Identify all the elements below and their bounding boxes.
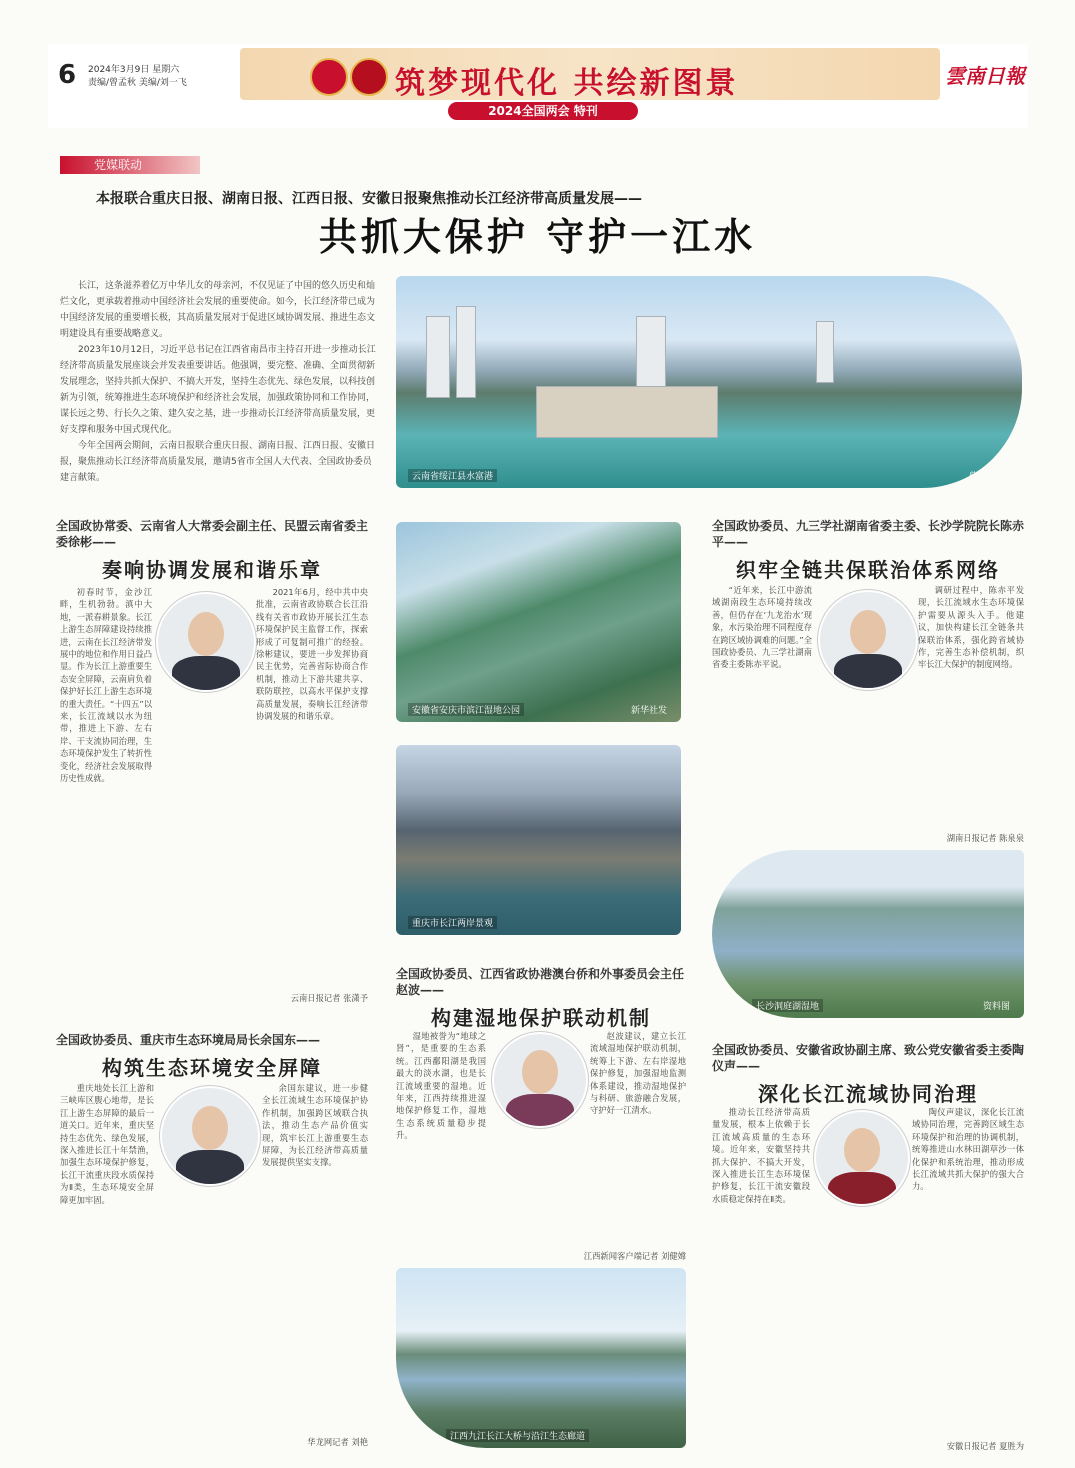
suit-shape xyxy=(506,1094,574,1128)
article-column xyxy=(60,586,152,1006)
article-column xyxy=(912,1106,1024,1432)
building-shape xyxy=(456,306,476,398)
article-yu xyxy=(56,1032,368,1081)
lead-kicker: 本报联合重庆日报、湖南日报、江西日报、安徽日报聚焦推动长江经济带高质量发展—— xyxy=(96,191,642,207)
paper-logo: 雲南日報 xyxy=(945,64,1025,88)
special-issue-badge: 2024全国两会 特刊 xyxy=(448,102,638,120)
face-shape xyxy=(192,1106,228,1150)
article-title: 构筑生态环境安全屏障 xyxy=(102,1056,322,1080)
article-title: 织牢全链共保联治体系网络 xyxy=(736,558,1000,582)
national-emblem-icon xyxy=(310,58,348,96)
article-kicker: 全国政协委员、重庆市生态环境局局长余国东—— xyxy=(56,1033,321,1047)
portrait-yu xyxy=(160,1086,260,1186)
article-byline: 湖南日报记者 陈泉泉 xyxy=(946,833,1024,843)
article-column xyxy=(918,584,1024,834)
article-byline: 云南日报记者 张潇予 xyxy=(290,993,368,1003)
article-text: 余国东建议，进一步健全长江流域生态环境保护协作机制，加强跨区域联合执法，推动生态产品价值实现，筑牢长江上游重要生态屏障，为长江经济带高质量发展提供坚实支撑。 xyxy=(262,1083,368,1168)
photo-credit: 资料图 xyxy=(982,1002,1010,1012)
intro-paragraph: 长江，这条滋养着亿万中华儿女的母亲河，不仅见证了中国的悠久历史和灿烂文化，更承载着推动中国经济社会发展的重要使命。如今，长江经济带已成为中国经济发展的重要增长极，其高质量发展对于促进区域协调发展、推进生态文明建设具有重要战略意义。 xyxy=(60,281,376,339)
intro-paragraph: 今年全国两会期间，云南日报联合重庆日报、湖南日报、江西日报、安徽日报，聚焦推动长江经济带高质量发展，邀请5省市全国人大代表、全国政协委员建言献策。 xyxy=(60,441,376,483)
portrait-tao xyxy=(814,1110,910,1206)
hero-caption: 云南省绥江县水富港 xyxy=(408,469,497,482)
article-title: 构建湿地保护联动机制 xyxy=(431,1006,651,1030)
port-structure xyxy=(536,386,718,438)
article-text: 陶仪声建议，深化长江流域协同治理，完善跨区域生态环境保护和治理的协调机制，统筹推进山水林田湖草沙一体化保护和系统治理，推动形成长江流域共抓大保护的强大合力。 xyxy=(912,1107,1024,1192)
article-zhao xyxy=(396,966,686,1031)
suit-shape xyxy=(172,656,240,692)
article-column xyxy=(712,584,812,834)
article-text: 调研过程中，陈赤平发现，长江流域水生态环境保护需要从源头入手。他建议，加快构建长江全链条共保联治体系，强化跨省域协作，完善生态补偿机制，织牢长江大保护的制度网络。 xyxy=(918,585,1024,670)
article-text: “近年来，长江中游流域湖南段生态环境持续改善，但仍存在‘九龙治水’现象，水污染治理不同程度存在跨区域协调难的问题。”全国政协委员、九三学社湖南省委主委陈赤平说。 xyxy=(712,585,812,670)
article-text: 2021年6月，经中共中央批准，云南省政协联合长江沿线有关省市政协开展长江生态环境保护民主监督工作，探索形成了可复制可推广的经验。徐彬建议，要进一步发挥协商民主优势，完善省际协商合作机制，推动上下游共建共享、联防联控，以高水平保护支撑高质量发展，奏响长江经济带协调发展的和谐乐章。 xyxy=(256,587,368,722)
section-tag: 党媒联动 xyxy=(60,156,200,174)
article-column xyxy=(256,586,368,990)
article-byline: 安徽日报记者 夏胜为 xyxy=(946,1441,1024,1451)
article-kicker: 全国政协委员、安徽省政协副主席、致公党安徽省委主委陶仪声—— xyxy=(712,1043,1025,1073)
article-chen xyxy=(712,518,1024,583)
issue-date xyxy=(88,64,198,90)
portrait-chen xyxy=(818,590,918,690)
article-tao xyxy=(712,1042,1024,1107)
building-shape xyxy=(426,316,450,398)
editor-text: 责编/曾孟秋 美编/刘一飞 xyxy=(88,78,187,88)
page-headline: 共抓大保护 守护一江水 xyxy=(318,215,757,259)
hero-photo xyxy=(396,276,1022,488)
masthead-slogan: 筑梦现代化 共绘新图景 xyxy=(395,66,739,101)
article-kicker: 全国政协常委、云南省人大常委会副主任、民盟云南省委主委徐彬—— xyxy=(56,519,369,549)
face-shape xyxy=(188,612,224,656)
lead-intro xyxy=(60,278,378,486)
photo-caption: 长沙洞庭湖湿地 xyxy=(752,999,823,1012)
city-photo xyxy=(396,745,681,935)
article-column xyxy=(396,1030,486,1260)
photo-caption: 江西九江长江大桥与沿江生态廊道 xyxy=(446,1429,589,1442)
hero-credit: 柴毅峰 摄 xyxy=(969,472,1008,482)
article-title: 深化长江流域协同治理 xyxy=(758,1082,978,1106)
article-text: 初春时节，金沙江畔，生机勃勃。滇中大地，一派春耕景象。长江上游生态屏障建设持续推进，云南在长江经济带发展中的地位和作用日益凸显。作为长江上游重要生态安全屏障，云南肩负着保护好长江上游生态环境的重大责任。“十四五”以来，长江流域以水为纽带，推进上下游、左右岸、干支流协同治理，生态环境保护发生了转折性变化，经济社会发展取得历史性成就。 xyxy=(60,587,152,784)
article-text: 推动长江经济带高质量发展，根本上依赖于长江流域高质量的生态环境。近年来，安徽坚持共抓大保护、不搞大开发，深入推进长江生态环境保护修复，长江干流安徽段水质稳定保持在Ⅱ类。 xyxy=(712,1107,810,1204)
article-kicker: 全国政协委员、九三学社湖南省委主委、长沙学院院长陈赤平—— xyxy=(712,519,1025,549)
photo-credit: 新华社发 xyxy=(630,706,667,716)
photo-caption: 重庆市长江两岸景观 xyxy=(408,916,497,929)
bridge-photo xyxy=(396,1268,686,1448)
face-shape xyxy=(522,1050,558,1094)
suit-shape xyxy=(176,1150,244,1186)
wetland-photo xyxy=(396,522,681,722)
intro-paragraph: 2023年10月12日，习近平总书记在江西省南昌市主持召开进一步推动长江经济带高质量发展座谈会并发表重要讲话。他强调，要完整、准确、全面贯彻新发展理念，坚持共抓大保护、不搞大开发，坚持生态优先、绿色发展，以科技创新为引领，统筹推进生态环境保护和经济社会发展，加强政策协同和工作协同，谋长远之势、行长久之策、建久安之基，进一步推动长江经济带高质量发展，更好支撑和服务中国式现代化。 xyxy=(60,345,376,435)
article-text: 重庆地处长江上游和三峡库区腹心地带，是长江上游生态屏障的最后一道关口。近年来，重庆坚持生态优先、绿色发展，深入推进长江十年禁渔，加强生态环境保护修复，长江干流重庆段水质保持为Ⅱ类，生态环境安全屏障更加牢固。 xyxy=(60,1083,154,1205)
cppcc-emblem-icon xyxy=(350,58,388,96)
portrait-zhao xyxy=(492,1032,588,1128)
suit-shape xyxy=(828,1172,896,1206)
page-number: 6 xyxy=(58,60,77,90)
face-shape xyxy=(844,1128,880,1172)
lake-photo xyxy=(712,850,1024,1018)
article-title: 奏响协调发展和谐乐章 xyxy=(102,558,322,582)
suit-shape xyxy=(834,654,902,690)
portrait-xu xyxy=(156,592,256,692)
article-byline: 华龙网记者 刘艳 xyxy=(307,1437,368,1447)
article-column xyxy=(60,1082,154,1448)
article-column xyxy=(590,1030,686,1250)
face-shape xyxy=(850,610,886,654)
building-shape xyxy=(816,321,834,383)
photo-caption: 安徽省安庆市滨江湿地公园 xyxy=(408,703,524,716)
article-byline: 江西新闻客户端记者 刘健嫦 xyxy=(583,1251,686,1261)
article-xu xyxy=(56,518,368,583)
article-text: 赵波建议，建立长江流域湿地保护联动机制，统筹上下游、左右岸湿地保护修复，加强湿地监测体系建设，推动湿地保护与科研、旅游融合发展，守护好一江清水。 xyxy=(590,1031,686,1116)
article-text: 湿地被誉为“地球之肾”，是重要的生态系统。江西鄱阳湖是我国最大的淡水湖，也是长江流域重要的湿地。近年来，江西持续推进湿地保护修复工作，湿地生态系统质量稳步提升。 xyxy=(396,1031,486,1141)
building-shape xyxy=(636,316,666,388)
article-kicker: 全国政协委员、江西省政协港澳台侨和外事委员会主任赵波—— xyxy=(396,967,685,997)
article-column xyxy=(712,1106,810,1432)
article-column xyxy=(262,1082,368,1428)
date-text: 2024年3月9日 星期六 xyxy=(88,65,180,75)
